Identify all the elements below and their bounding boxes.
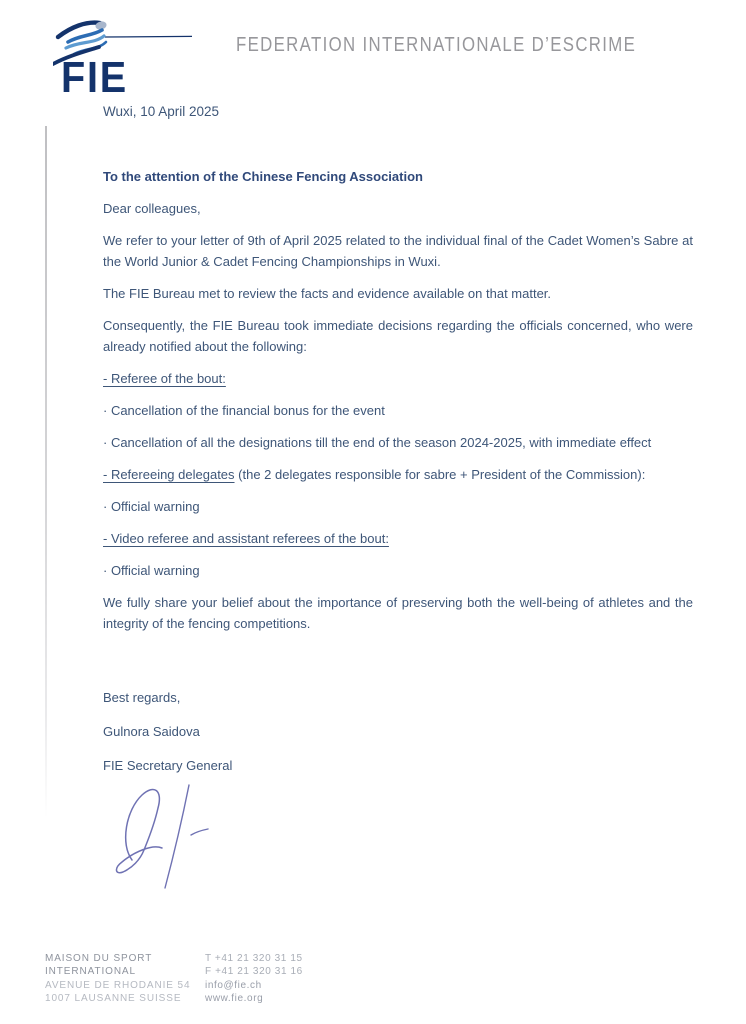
letter-body <box>103 166 693 645</box>
fie-logo <box>53 14 193 110</box>
footer-address-line: INTERNATIONAL <box>45 966 136 978</box>
org-name: FEDERATION INTERNATIONALE D’ESCRIME <box>236 34 637 56</box>
scan-fold-line <box>45 126 47 818</box>
fie-logo-text: FIE <box>61 53 129 102</box>
footer-address <box>45 952 190 1006</box>
footer-fax: F +41 21 320 31 16 <box>205 966 303 978</box>
footer-address-line: 1007 LAUSANNE SUISSE <box>45 993 182 1005</box>
recipient-line: To the attention of the Chinese Fencing Association <box>103 169 423 184</box>
paragraph-bureau-met: The FIE Bureau met to review the facts and evidence available on that matter. <box>103 286 552 301</box>
paragraph-decisions: Consequently, the FIE Bureau took immediate decisions regarding the officials concerned, who were already notified about the following: <box>103 318 693 354</box>
bullet-designations: · Cancellation of all the designations till the end of the season 2024-2025, with immediate effect <box>103 435 652 450</box>
paragraph-reference: We refer to your letter of 9th of April 2025 related to the individual final of the Cadet Women’s Sabre at the World Junior & Cadet Fencing Championships in Wuxi. <box>103 233 693 269</box>
closing-block <box>103 687 232 789</box>
footer-phone: T +41 21 320 31 15 <box>205 953 303 964</box>
letter-date: Wuxi, 10 April 2025 <box>103 104 220 119</box>
section-heading-delegates <box>103 464 693 485</box>
signature-ink <box>110 782 218 894</box>
footer-contact <box>205 952 303 1006</box>
section-heading-referee: - Referee of the bout: <box>103 371 226 386</box>
closing-name: Gulnora Saidova <box>103 724 200 739</box>
closing-title: FIE Secretary General <box>103 758 233 773</box>
bullet-official-warning-2: · Official warning <box>103 563 200 578</box>
footer-website: www.fie.org <box>205 993 264 1005</box>
salutation: Dear colleagues, <box>103 201 201 216</box>
bullet-official-warning-1: · Official warning <box>103 499 200 514</box>
footer-address-line: MAISON DU SPORT <box>45 953 153 964</box>
delegates-heading-underlined: - Refereeing delegates <box>103 467 235 482</box>
delegates-heading-rest: (the 2 delegates responsible for sabre + President of the Commission): <box>234 467 646 482</box>
paragraph-belief: We fully share your belief about the importance of preserving both the well-being of athletes and the integrity of the fencing competitions. <box>103 595 693 631</box>
footer-address-line: AVENUE DE RHODANIE 54 <box>45 979 191 991</box>
section-heading-video-referee: - Video referee and assistant referees of the bout: <box>103 531 389 546</box>
bullet-financial-bonus: · Cancellation of the financial bonus for the event <box>103 403 385 418</box>
footer-email: info@fie.ch <box>205 979 262 991</box>
closing-regards: Best regards, <box>103 690 181 705</box>
